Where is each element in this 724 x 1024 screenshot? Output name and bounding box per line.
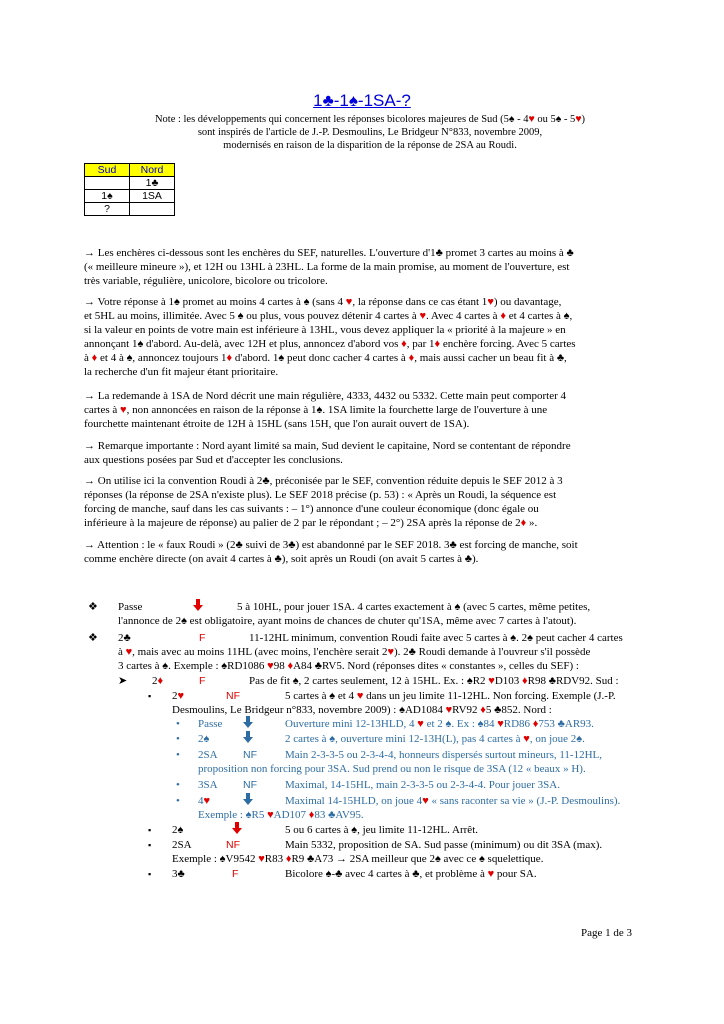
non-forcing-tag: NF: [226, 839, 240, 851]
note-line-3: modernisés en raison de la disparition de la réponse de 2SA au Roudi.: [223, 140, 517, 151]
cell: 1♣: [130, 177, 175, 190]
text-line: si la valeur en points de votre main est inférieure à 13HL, vous devez appliquer la « priorité à la majeure » en: [84, 324, 566, 336]
paragraph-5: [84, 474, 644, 530]
bidding-table: [84, 163, 175, 216]
bid-passe-text-2: l'annonce de 2♠ est obligatoire, ayant moins de chances de chuter qu'1SA, même avec 7 cartes à l'atout).: [118, 615, 577, 627]
dot-bullet-icon: •: [176, 733, 180, 745]
note-line-1: Note : les développements qui concernent les réponses bicolores majeures de Sud (5♠ - 4♥ ou 5♠ - 5♥): [154, 114, 586, 125]
non-forcing-tag: NF: [243, 779, 257, 791]
paragraph-3: [84, 389, 644, 431]
bid-2-clubs: 2♣: [118, 632, 131, 644]
square-bullet-icon: ▪: [148, 840, 152, 850]
bidding-row: [85, 177, 175, 190]
text-line: aux questions posées par Sud et d'accepter les conclusions.: [84, 454, 343, 466]
sub-bid-text: 2 cartes à ♠, ouverture mini 12-13H(L), pas 4 cartes à ♥, on joue 2♠.: [285, 733, 585, 745]
sub-bid: 2SA: [198, 749, 218, 761]
text-line: comme enchère directe (on avait 4 cartes à ♣), soit après un Roudi (on avait 5 cartes à ♣).: [84, 553, 479, 565]
header-nord: Nord: [130, 164, 175, 177]
bid-2sa-text-2: Exemple : ♠V9542 ♥R83 ♦R9 ♣A73 → 2SA meilleur que 2♠ avec ce ♠ squelettique.: [172, 853, 544, 865]
dot-bullet-icon: •: [176, 779, 180, 791]
bid-2sa-text: Main 5332, proposition de SA. Sud passe (minimum) ou dit 3SA (max).: [285, 839, 603, 851]
bid-2-hearts: 2♥: [172, 690, 185, 702]
down-arrow-icon: [193, 599, 203, 615]
square-bullet-icon: ▪: [148, 691, 152, 701]
bid-passe-text: 5 à 10HL, pour jouer 1SA. 4 cartes exactement à ♠ (avec 5 cartes, même petites,: [237, 601, 591, 613]
sub-bid: Passe: [198, 718, 223, 730]
sub-bid: 4♥: [198, 795, 211, 807]
bid-2-hearts-text-2: Desmoulins, Le Bridgeur n°833, novembre 2009) : ♠AD1084 ♥RV92 ♦5 ♣852. Nord :: [172, 704, 552, 716]
cell: [130, 203, 175, 216]
bid-2sa: 2SA: [172, 839, 192, 851]
down-arrow-icon: [243, 793, 253, 809]
paragraph-1: [84, 246, 644, 288]
text-line: la recherche d'un fit majeur étant prioritaire.: [84, 366, 279, 378]
header-sud: Sud: [85, 164, 130, 177]
non-forcing-tag: NF: [243, 749, 257, 761]
text-line: → Attention : le « faux Roudi » (2♣ suivi de 3♣) est abandonné par le SEF 2018. 3♣ est forcing de manche, soit: [84, 539, 578, 551]
down-arrow-icon: [243, 716, 253, 732]
bid-passe: Passe: [118, 601, 143, 613]
bid-3-clubs-text: Bicolore ♠-♣ avec 4 cartes à ♣, et problème à ♥ pour SA.: [285, 868, 537, 880]
forcing-tag: F: [199, 632, 206, 644]
text-line: très variable, régulière, unicolore, bicolore ou tricolore.: [84, 275, 328, 287]
cell: 1SA: [130, 190, 175, 203]
dot-bullet-icon: •: [176, 749, 180, 761]
text-line: réponses (la réponse de 2SA n'existe plus). Le SEF 2018 précise (p. 53) : « Après un Roudi, la séquence est: [84, 489, 557, 501]
sub-bid-text: Maximal, 14-15HL, main 2-3-3-5 ou 2-3-4-4. Pour jouer 3SA.: [285, 779, 560, 791]
bid-2-clubs-text: 11-12HL minimum, convention Roudi faite avec 5 cartes à ♠. 2♠ peut cacher 4 cartes: [249, 632, 623, 644]
sub-bid: 3SA: [198, 779, 218, 791]
text-line: cartes à ♥, non annoncées en raison de la réponse à 1♠. 1SA limite la fourchette large de l'ouverture à une: [84, 404, 548, 416]
text-line: → On utilise ici la convention Roudi à 2♣, préconisée par le SEF, convention réduite depuis le SEF 2012 à 3: [84, 475, 563, 487]
text-line: → Remarque importante : Nord ayant limité sa main, Sud devient le capitaine, Nord se contentant de répondre: [84, 440, 571, 452]
square-bullet-icon: ▪: [148, 869, 152, 879]
text-line: et 5HL au moins, illimitée. Avec 5 ♠ ou plus, vous pouvez détenir 4 cartes à ♥. Avec 4 cartes à ♦ et 4 cartes à ♠,: [84, 310, 573, 322]
bid-2-hearts-text: 5 cartes à ♠ et 4 ♥ dans un jeu limite 11-12HL. Non forcing. Exemple (J.-P.: [285, 690, 616, 702]
forcing-tag: F: [199, 675, 206, 687]
square-bullet-icon: ▪: [148, 825, 152, 835]
bidding-row: [85, 203, 175, 216]
bid-2-diamonds: 2♦: [152, 675, 164, 687]
note-line-2: sont inspirés de l'article de J.-P. Desmoulins, Le Bridgeur N°833, novembre 2009,: [197, 127, 543, 138]
forcing-tag: F: [232, 868, 239, 880]
page-number: Page 1 de 3: [581, 927, 633, 939]
bidding-row: [85, 190, 175, 203]
text-line: à ♦ et 4 à ♠, annoncez toujours 1♦ d'abord. 1♠ peut donc cacher 4 cartes à ♦, mais aussi cacher un beau fit à ♣,: [84, 352, 567, 364]
arrow-bullet-icon: ➤: [118, 675, 128, 687]
text-line: annonçant 1♠ d'abord. Au-delà, avec 12H et plus, annoncez d'abord vos ♦, par 1♦ enchère forcing. Avec 5 cartes: [84, 338, 576, 350]
text-line: → Les enchères ci-dessous sont les enchères du SEF, naturelles. L'ouverture d'1♣ promet 3 cartes au moins à ♣: [84, 247, 574, 259]
bidding-table-header: [85, 164, 175, 177]
bid-2-clubs-text-3: 3 cartes à ♠. Exemple : ♠RD1086 ♥98 ♦A84 ♣RV5. Nord (réponses dites « constantes », celles du SEF) :: [118, 660, 579, 672]
paragraph-6: [84, 538, 644, 566]
sub-bid-text: Maximal 14-15HLD, on joue 4♥ « sans raconter sa vie » (J.-P. Desmoulins).: [285, 795, 621, 807]
bid-2-diamonds-text: Pas de fit ♠, 2 cartes seulement, 12 à 15HL. Ex. : ♠R2 ♥D103 ♦R98 ♣RDV92. Sud :: [249, 675, 619, 687]
page-title: 1♣-1♠-1SA-?: [313, 91, 411, 110]
text-line: → Votre réponse à 1♠ promet au moins 4 cartes à ♠ (sans 4 ♥, la réponse dans ce cas étant 1♥) ou davantage,: [84, 296, 562, 308]
sub-bid: 2♠: [198, 733, 210, 745]
sub-bid-text: Ouverture mini 12-13HLD, 4 ♥ et 2 ♠. Ex : ♠84 ♥RD86 ♦753 ♣AR93.: [285, 718, 594, 730]
down-arrow-icon: [232, 822, 242, 838]
text-line: → La redemande à 1SA de Nord décrit une main régulière, 4333, 4432 ou 5332. Cette main peut comporter 4: [84, 390, 567, 402]
paragraph-2: [84, 295, 644, 379]
cell: 1♠: [85, 190, 130, 203]
dot-bullet-icon: •: [176, 795, 180, 807]
bid-2-spades: 2♠: [172, 824, 184, 836]
bid-2-clubs-text-2: à ♥, mais avec au moins 11HL (avec moins, l'enchère serait 2♥). 2♣ Roudi demande à l'ouvreur s'il possède: [118, 646, 591, 658]
text-line: (« meilleure mineure »), et 12H ou 13HL à 23HL. La forme de la main promise, au moment de l'ouverture, est: [84, 261, 570, 273]
sub-bid-text: Main 2-3-3-5 ou 2-3-4-4, honneurs dispersés surtout mineurs, 11-12HL,: [285, 749, 603, 761]
sub-bid-text-2: Exemple : ♠R5 ♥AD107 ♦83 ♣AV95.: [198, 809, 364, 821]
bid-3-clubs: 3♣: [172, 868, 185, 880]
diamond-bullet-icon: ❖: [88, 632, 98, 644]
cell: ?: [85, 203, 130, 216]
text-line: inférieure à la majeure de réponse) au palier de 2 par le répondant ; – 2°) 2SA après la réponse de 2♦ ».: [84, 517, 538, 529]
diamond-bullet-icon: ❖: [88, 601, 98, 613]
down-arrow-icon: [243, 731, 253, 747]
non-forcing-tag: NF: [226, 690, 240, 702]
text-line: forcing de manche, sauf dans les cas suivants : – 1°) annonce d'une couleur économique (donc égale ou: [84, 503, 539, 515]
sub-bid-text-2: proposition non forcing pour 3SA. Sud prend ou non le risque de 3SA (12 « beaux » H).: [198, 763, 586, 775]
bid-2-spades-text: 5 ou 6 cartes à ♠, jeu limite 11-12HL. Arrêt.: [285, 824, 478, 836]
text-line: fourchette maintenant étroite de 12H à 15HL (sans 15H, que l'on aurait ouvert de 1SA).: [84, 418, 470, 430]
paragraph-4: [84, 439, 644, 467]
intro-note: [120, 113, 620, 152]
cell: [85, 177, 130, 190]
dot-bullet-icon: •: [176, 718, 180, 730]
